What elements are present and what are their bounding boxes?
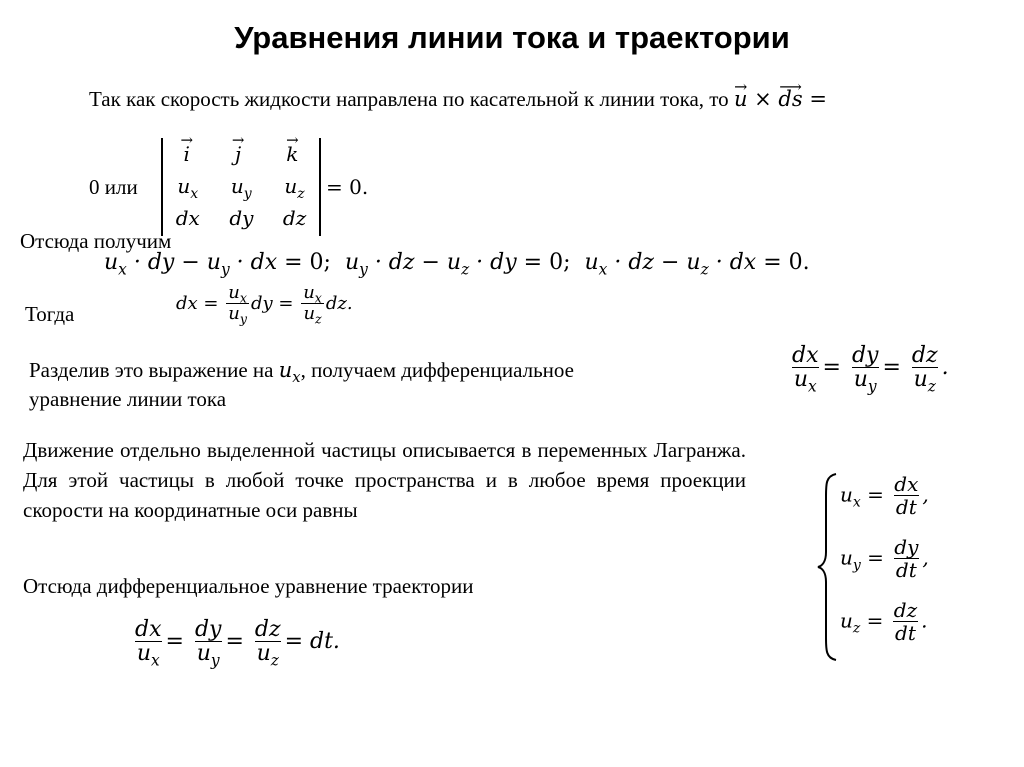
intro-text-part1: Так как скорость жидкости направлена по касательной к линии тока, то bbox=[89, 87, 729, 111]
det-uy: $u_y$ bbox=[230, 174, 252, 202]
det-ux: $u_x$ bbox=[177, 174, 199, 202]
det-dy: dy bbox=[229, 206, 254, 230]
trajectory-equation: $\frac{dx}{u_x}$ = $\frac{dy}{u_y}$ = $\frac{dz}{u_z}$ = dt. bbox=[135, 617, 340, 670]
system-row-z: $u_z$ = $\frac{dz}{dt}$ . bbox=[840, 598, 928, 645]
determinant bbox=[161, 138, 321, 236]
system-row-y: $u_y$ = $\frac{dy}{dt}$ , bbox=[840, 535, 929, 582]
det-k: → k bbox=[286, 142, 298, 166]
intro-text-part2: 0 или bbox=[89, 175, 138, 199]
det-uz: $u_z$ bbox=[284, 174, 305, 202]
system-brace bbox=[816, 472, 840, 662]
consequence-equations: $u_x$ · dy − $u_y$ · dx = 0; $u_y$ · dz − $u_z$ · dy = 0; $u_x$ · dz − $u_z$ · dx = 0. bbox=[104, 250, 810, 279]
intro-text bbox=[89, 84, 827, 114]
cross-product-formula: → u × ⟶ ds = bbox=[734, 87, 827, 111]
det-dz: dz bbox=[282, 206, 307, 230]
det-i: → i bbox=[184, 142, 190, 166]
det-j: → j bbox=[235, 142, 241, 166]
system-row-x: $u_x$ = $\frac{dx}{dt}$ , bbox=[840, 472, 929, 519]
lagrange-paragraph: Движение отдельно выделенной частицы описывается в переменных Лагранжа. Для этой частицы в любой точке пространства и в любое время проекции скорости на координатные оси равны bbox=[23, 438, 746, 522]
det-equals-zero: = 0. bbox=[326, 175, 369, 199]
trajectory-label: Отсюда дифференциальное уравнение траектории bbox=[23, 574, 474, 598]
then-label: Тогда bbox=[25, 302, 75, 326]
divide-line2: уравнение линии тока bbox=[29, 387, 227, 411]
det-dx: dx bbox=[175, 206, 200, 230]
streamline-equation: $\frac{dx}{u_x}$ = $\frac{dy}{u_y}$ = $\frac{dz}{u_z}$ . bbox=[792, 343, 949, 396]
consequence-label: Отсюда получим bbox=[20, 229, 172, 253]
divide-line1: Разделив это выражение на $u_x$, получаем дифференциальное bbox=[29, 358, 574, 387]
then-equation: dx = $\frac{u_x}{u_y}$ dy = $\frac{u_x}{u_z}$ dz. bbox=[176, 282, 353, 327]
page-title: Уравнения линии тока и траектории bbox=[234, 20, 790, 55]
